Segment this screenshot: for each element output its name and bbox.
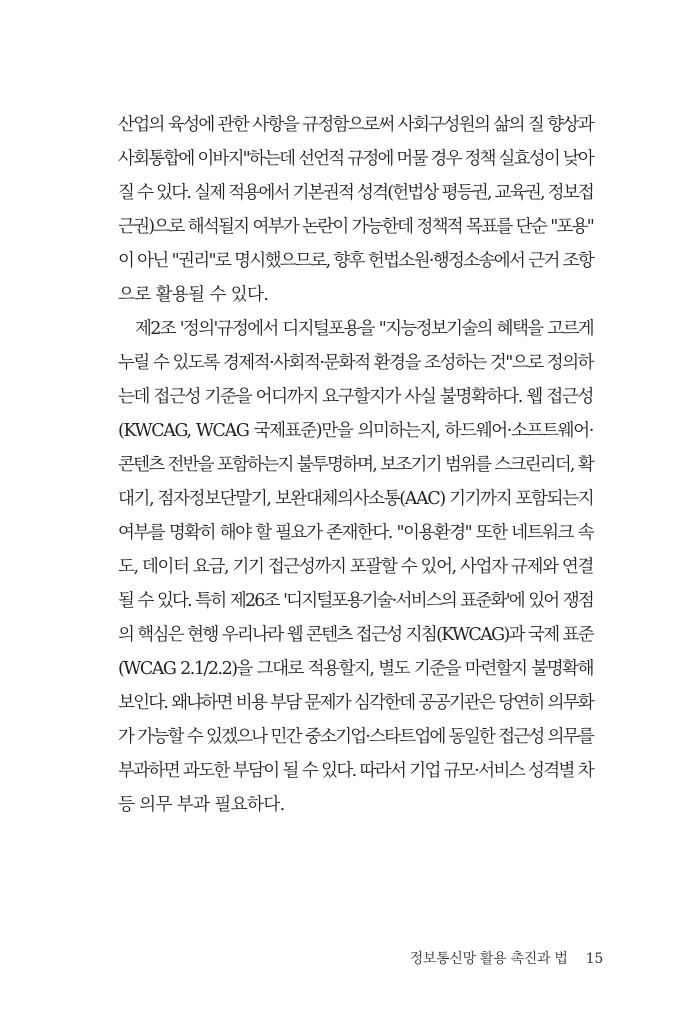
text-line: 산업의 육성에 관한 사항을 규정함으로써 사회구성원의 삶의 질 향상과 [118, 115, 593, 135]
page-number: 15 [585, 951, 603, 967]
text-line: 부과하면 과도한 부담이 될 수 있다. 따라서 기업 규모·서비스 성격별 차 [118, 761, 593, 781]
text-line: 등 의무 부과 필요하다. [118, 795, 285, 815]
text-line: 콘텐츠 전반을 포함하는지 불투명하며, 보조기기 범위를 스크린리더, 확 [118, 455, 593, 475]
text-line: 이 아닌 "권리"로 명시했으므로, 향후 헌법소원·행정소송에서 근거 조항 [118, 251, 594, 271]
text-line: (KWCAG, WCAG 국제표준)만을 의미하는지, 하드웨어·소프트웨어· [118, 421, 593, 441]
text-line: 질 수 있다. 실제 적용에서 기본권적 성격(헌법상 평등권, 교육권, 정보접 [118, 183, 593, 203]
text-line: 의 핵심은 현행 우리나라 웹 콘텐츠 접근성 지침(KWCAG)과 국제 표준 [118, 625, 593, 645]
text-line: 대기, 점자정보단말기, 보완대체의사소통(AAC) 기기까지 포함되는지 [118, 489, 594, 509]
text-line: 으로 활용될 수 있다. [118, 285, 269, 305]
text-line: 누릴 수 있도록 경제적·사회적·문화적 환경을 조성하는 것"으로 정의하 [118, 353, 593, 373]
text-line: 여부를 명확히 해야 할 필요가 존재한다. "이용환경" 또한 네트워크 속 [118, 523, 593, 543]
body-text [118, 108, 593, 822]
text-line: (WCAG 2.1/2.2)을 그대로 적용할지, 별도 기준을 마련할지 불명확해 [118, 659, 593, 679]
text-line: 는데 접근성 기준을 어디까지 요구할지가 사실 불명확하다. 웹 접근성 [118, 387, 593, 407]
text-line: 보인다. 왜냐하면 비용 부담 문제가 심각한데 공공기관은 당연히 의무화 [118, 693, 593, 713]
text-line: 될 수 있다. 특히 제26조 '디지털포용기술·서비스의 표준화'에 있어 쟁점 [118, 591, 593, 611]
text-line: 도, 데이터 요금, 기기 접근성까지 포괄할 수 있어, 사업자 규제와 연결 [118, 557, 593, 577]
text-line: 가 가능할 수 있겠으나 민간 중소기업·스타트업에 동일한 접근성 의무를 [118, 727, 593, 747]
running-footer [410, 948, 603, 968]
text-line: 근권)으로 해석될지 여부가 논란이 가능한데 정책적 목표를 단순 "포용" [118, 217, 593, 237]
running-title: 정보통신망 활용 촉진과 법 [409, 951, 568, 967]
paragraph-first-line: 제2조 '정의'규정에서 디지털포용을 "지능정보기술의 혜택을 고르게 [135, 319, 593, 339]
text-line: 사회통합에 이바지"하는데 선언적 규정에 머물 경우 정책 실효성이 낮아 [118, 149, 593, 169]
